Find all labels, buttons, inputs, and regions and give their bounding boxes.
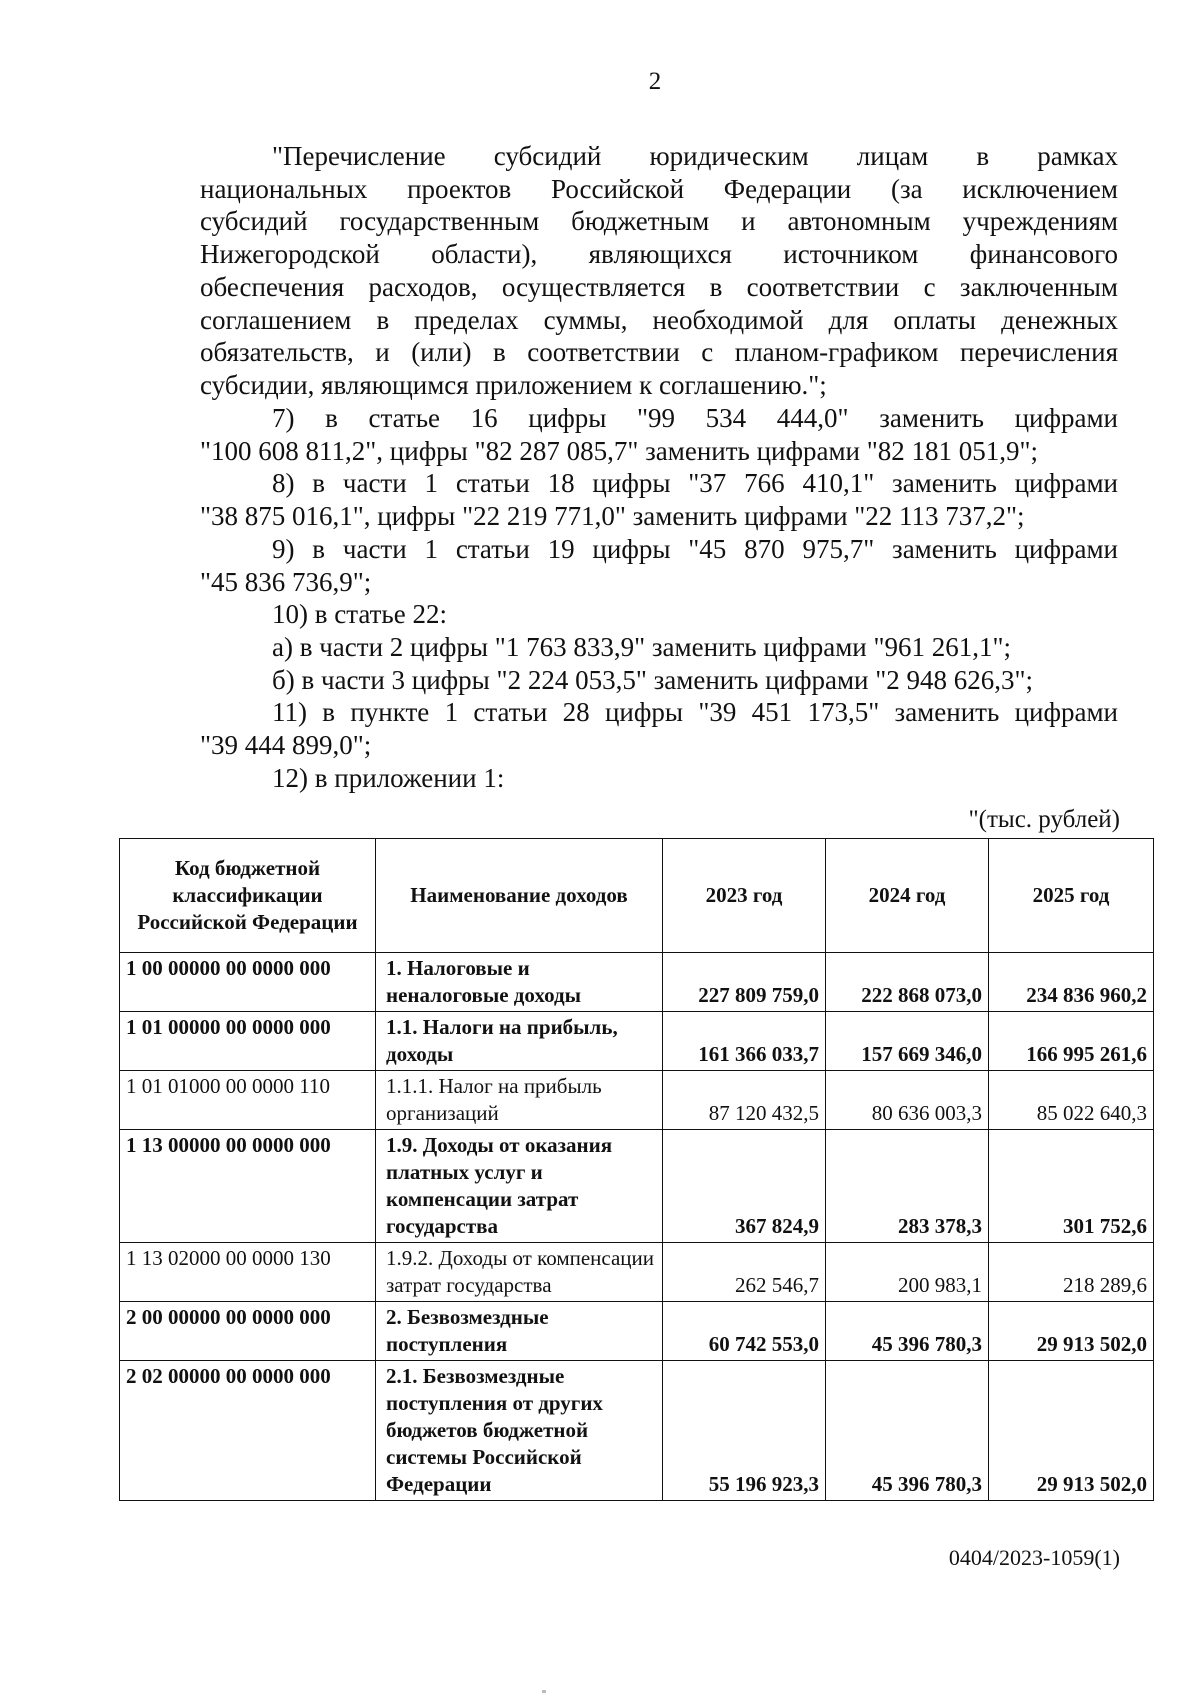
table-row xyxy=(120,1071,1154,1130)
row-2023: 367 824,9 xyxy=(663,1130,826,1243)
row-name: 1. Налоговые и неналоговые доходы xyxy=(376,953,663,1012)
row-2025: 29 913 502,0 xyxy=(989,1361,1154,1501)
amendment-item-cont: "38 875 016,1", цифры "22 219 771,0" заменить цифрами "22 113 737,2"; xyxy=(200,501,1025,532)
table-row xyxy=(120,1012,1154,1071)
text-line: обязательств, и (или) в соответствии с планом-графиком перечисления xyxy=(200,337,1118,368)
text-line: обеспечения расходов, осуществляется в соответствии с заключенным xyxy=(200,271,1118,302)
amendment-item: 8) в части 1 статьи 18 цифры "37 766 410,1" заменить цифрами xyxy=(272,468,1118,499)
text-line: Нижегородской области), являющихся источником финансового xyxy=(200,239,1118,270)
table-row xyxy=(120,1361,1154,1501)
row-code: 2 02 00000 00 0000 000 xyxy=(120,1361,376,1501)
row-2023: 227 809 759,0 xyxy=(663,953,826,1012)
amendment-item-cont: "39 444 899,0"; xyxy=(200,730,372,761)
row-2025: 234 836 960,2 xyxy=(989,953,1154,1012)
amendments-list xyxy=(200,402,1118,794)
row-2025: 218 289,6 xyxy=(989,1243,1154,1302)
text-line: субсидии, являющимся приложением к соглашению."; xyxy=(200,369,827,400)
header-2024: 2024 год xyxy=(826,839,989,953)
table-header-row xyxy=(120,839,1154,953)
amendment-item: а) в части 2 цифры "1 763 833,9" заменить цифрами "961 261,1"; xyxy=(272,631,1012,662)
document-number: 0404/2023-1059(1) xyxy=(948,1545,1120,1570)
income-table xyxy=(119,838,1154,1501)
row-code: 1 13 00000 00 0000 000 xyxy=(120,1130,376,1243)
text-line: субсидий государственным бюджетным и автономным учреждениям xyxy=(200,206,1118,237)
row-name: 2.1. Безвозмездные поступления от других бюджетов бюджетной системы Российской Федерации xyxy=(376,1361,663,1501)
row-2025: 29 913 502,0 xyxy=(989,1302,1154,1361)
text-line: национальных проектов Российской Федерации (за исключением xyxy=(200,173,1118,204)
row-2024: 45 396 780,3 xyxy=(826,1302,989,1361)
row-2025: 85 022 640,3 xyxy=(989,1071,1154,1130)
table-row xyxy=(120,1130,1154,1243)
row-name: 1.1. Налоги на прибыль, доходы xyxy=(376,1012,663,1071)
row-2024: 45 396 780,3 xyxy=(826,1361,989,1501)
amendment-item: б) в части 3 цифры "2 224 053,5" заменить цифрами "2 948 626,3"; xyxy=(272,664,1034,695)
row-code: 1 01 00000 00 0000 000 xyxy=(120,1012,376,1071)
row-2025: 166 995 261,6 xyxy=(989,1012,1154,1071)
row-name: 2. Безвозмездные поступления xyxy=(376,1302,663,1361)
row-code: 1 13 02000 00 0000 130 xyxy=(120,1243,376,1302)
row-2023: 55 196 923,3 xyxy=(663,1361,826,1501)
amendment-item-cont: "45 836 736,9"; xyxy=(200,566,372,597)
scan-speck xyxy=(542,1690,546,1693)
header-2025: 2025 год xyxy=(989,839,1154,953)
page-number: 2 xyxy=(648,68,662,95)
amendment-item: 11) в пункте 1 статьи 28 цифры "39 451 173,5" заменить цифрами xyxy=(272,697,1118,728)
text-line: соглашением в пределах суммы, необходимой для оплаты денежных xyxy=(200,304,1118,335)
row-2023: 161 366 033,7 xyxy=(663,1012,826,1071)
row-2024: 222 868 073,0 xyxy=(826,953,989,1012)
intro-paragraph xyxy=(200,140,1118,402)
row-code: 1 00 00000 00 0000 000 xyxy=(120,953,376,1012)
row-2024: 283 378,3 xyxy=(826,1130,989,1243)
amendment-item-cont: "100 608 811,2", цифры "82 287 085,7" заменить цифрами "82 181 051,9"; xyxy=(200,435,1039,466)
amendment-item: 10) в статье 22: xyxy=(272,599,447,630)
amendment-item: 9) в части 1 статьи 19 цифры "45 870 975,7" заменить цифрами xyxy=(272,533,1118,564)
row-name: 1.1.1. Налог на прибыль организаций xyxy=(376,1071,663,1130)
row-2024: 200 983,1 xyxy=(826,1243,989,1302)
table-row xyxy=(120,1302,1154,1361)
header-code: Код бюджетной классификации Российской Федерации xyxy=(120,839,376,953)
text-line: "Перечисление субсидий юридическим лицам в рамках xyxy=(272,141,1118,171)
amendment-item: 12) в приложении 1: xyxy=(272,762,505,793)
header-name: Наименование доходов xyxy=(376,839,663,953)
row-code: 1 01 01000 00 0000 110 xyxy=(120,1071,376,1130)
row-2025: 301 752,6 xyxy=(989,1130,1154,1243)
units-label: "(тыс. рублей) xyxy=(968,806,1120,833)
amendment-item: 7) в статье 16 цифры "99 534 444,0" заменить цифрами xyxy=(272,403,1118,433)
row-2024: 80 636 003,3 xyxy=(826,1071,989,1130)
row-2023: 87 120 432,5 xyxy=(663,1071,826,1130)
row-2023: 60 742 553,0 xyxy=(663,1302,826,1361)
row-code: 2 00 00000 00 0000 000 xyxy=(120,1302,376,1361)
row-name: 1.9.2. Доходы от компенсации затрат государства xyxy=(376,1243,663,1302)
row-2024: 157 669 346,0 xyxy=(826,1012,989,1071)
header-2023: 2023 год xyxy=(663,839,826,953)
row-2023: 262 546,7 xyxy=(663,1243,826,1302)
row-name: 1.9. Доходы от оказания платных услуг и компенсации затрат государства xyxy=(376,1130,663,1243)
table-row xyxy=(120,953,1154,1012)
table-row xyxy=(120,1243,1154,1302)
